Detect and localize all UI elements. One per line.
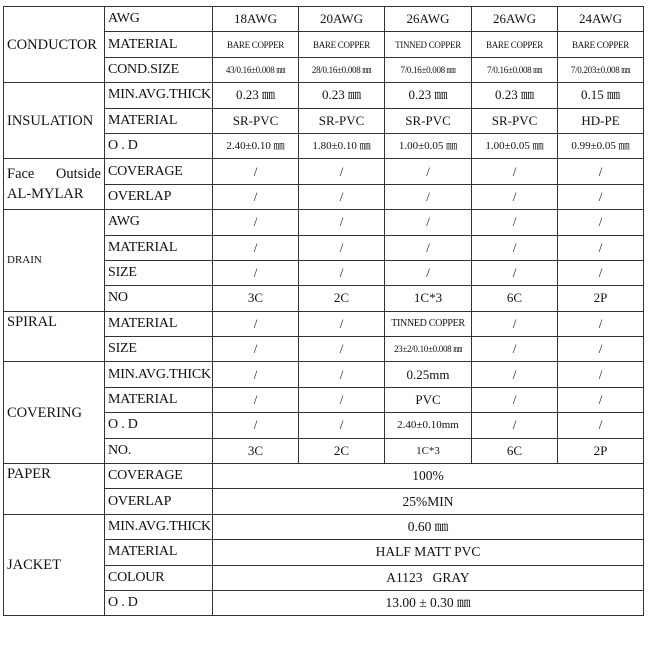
jacket-label: JACKET — [4, 514, 105, 616]
value-cell: BARE COPPER — [472, 32, 558, 57]
param-label: COND.SIZE — [105, 57, 213, 82]
value-cell: / — [299, 210, 385, 235]
value-cell: 2.40±0.10 ㎜ — [213, 133, 299, 158]
param-label: MATERIAL — [105, 235, 213, 260]
insulation-label: INSULATION — [4, 83, 105, 159]
value-cell: BARE COPPER — [299, 32, 385, 57]
spiral-label: SPIRAL — [4, 311, 105, 362]
value-cell: 0.23 ㎜ — [299, 83, 385, 108]
param-label: SIZE — [105, 337, 213, 362]
value-cell: / — [299, 362, 385, 387]
value-cell: / — [385, 235, 472, 260]
value-cell: 0.15 ㎜ — [558, 83, 644, 108]
value-cell: / — [299, 413, 385, 438]
drain-label: DRAIN — [4, 210, 105, 312]
drain-awg-row — [4, 210, 644, 235]
value-cell: 1.00±0.05 ㎜ — [385, 133, 472, 158]
value-cell: 1.00±0.05 ㎜ — [472, 133, 558, 158]
value-cell: / — [299, 337, 385, 362]
value-cell: HD-PE — [558, 108, 644, 133]
mylar-label — [4, 159, 105, 210]
value-cell: / — [558, 362, 644, 387]
param-label: OVERLAP — [105, 184, 213, 209]
value-cell: TINNED COPPER — [385, 32, 472, 57]
value-cell: 3C — [213, 286, 299, 311]
value-cell: 20AWG — [299, 7, 385, 32]
value-cell: / — [558, 210, 644, 235]
value-cell: 26AWG — [385, 7, 472, 32]
value-cell: / — [558, 311, 644, 336]
value-cell: / — [558, 337, 644, 362]
spiral-material-row — [4, 311, 644, 336]
value-cell: 18AWG — [213, 7, 299, 32]
covering-thick-row — [4, 362, 644, 387]
value-cell: / — [299, 235, 385, 260]
value-cell: SR-PVC — [213, 108, 299, 133]
value-cell: 2.40±0.10mm — [385, 413, 472, 438]
param-label: COVERAGE — [105, 159, 213, 184]
conductor-awg-row — [4, 7, 644, 32]
value-cell: 0.60 ㎜ — [213, 514, 644, 539]
value-cell: 0.25mm — [385, 362, 472, 387]
paper-label: PAPER — [4, 464, 105, 515]
value-cell: 2C — [299, 438, 385, 463]
param-label: COLOUR — [105, 565, 213, 590]
value-cell: / — [299, 184, 385, 209]
value-cell: 0.23 ㎜ — [472, 83, 558, 108]
value-cell: TINNED COPPER — [385, 311, 472, 336]
value-cell: 1C*3 — [385, 438, 472, 463]
value-cell: / — [213, 311, 299, 336]
value-cell: 1C*3 — [385, 286, 472, 311]
value-cell: A1123 GRAY — [213, 565, 644, 590]
value-cell: / — [213, 235, 299, 260]
value-cell: / — [385, 159, 472, 184]
mylar-label-face: Face — [7, 166, 35, 183]
value-cell: 24AWG — [558, 7, 644, 32]
value-cell: 26AWG — [472, 7, 558, 32]
value-cell: / — [558, 413, 644, 438]
param-label: MIN.AVG.THICK — [105, 362, 213, 387]
value-cell: 28/0.16±0.008 ㎜ — [299, 57, 385, 82]
value-cell: / — [213, 413, 299, 438]
covering-label: COVERING — [4, 362, 105, 464]
value-cell: PVC — [385, 387, 472, 412]
value-cell: 1.80±0.10 ㎜ — [299, 133, 385, 158]
value-cell: 23±2/0.10±0.008 ㎜ — [385, 337, 472, 362]
param-label: MATERIAL — [105, 311, 213, 336]
mylar-label-top — [7, 164, 101, 184]
param-label: MATERIAL — [105, 387, 213, 412]
param-label: O . D — [105, 413, 213, 438]
value-cell: 0.99±0.05 ㎜ — [558, 133, 644, 158]
param-label: SIZE — [105, 260, 213, 285]
param-label: COVERAGE — [105, 464, 213, 489]
value-cell: / — [472, 362, 558, 387]
mylar-label-outside: Outside — [55, 166, 101, 183]
param-label: MATERIAL — [105, 108, 213, 133]
value-cell: / — [385, 210, 472, 235]
value-cell: HALF MATT PVC — [213, 540, 644, 565]
value-cell: 3C — [213, 438, 299, 463]
value-cell: 13.00 ± 0.30 ㎜ — [213, 590, 644, 615]
value-cell: / — [213, 337, 299, 362]
value-cell: / — [472, 235, 558, 260]
value-cell: BARE COPPER — [213, 32, 299, 57]
value-cell: 7/0.16±0.008 ㎜ — [472, 57, 558, 82]
value-cell: 7/0.203±0.008 ㎜ — [558, 57, 644, 82]
value-cell: SR-PVC — [299, 108, 385, 133]
paper-coverage-row — [4, 464, 644, 489]
spec-table — [3, 6, 644, 616]
value-cell: / — [472, 413, 558, 438]
value-cell: SR-PVC — [472, 108, 558, 133]
param-label: AWG — [105, 210, 213, 235]
param-label: NO. — [105, 438, 213, 463]
value-cell: 2P — [558, 438, 644, 463]
value-cell: / — [558, 235, 644, 260]
value-cell: / — [472, 311, 558, 336]
value-cell: 6C — [472, 286, 558, 311]
value-cell: 0.23 ㎜ — [213, 83, 299, 108]
value-cell: / — [213, 362, 299, 387]
value-cell: / — [299, 311, 385, 336]
value-cell: 2P — [558, 286, 644, 311]
insulation-thick-row — [4, 83, 644, 108]
value-cell: / — [472, 387, 558, 412]
value-cell: / — [558, 184, 644, 209]
cable-spec-sheet — [3, 6, 644, 616]
param-label: OVERLAP — [105, 489, 213, 514]
value-cell: / — [472, 260, 558, 285]
value-cell: / — [213, 184, 299, 209]
value-cell: / — [472, 210, 558, 235]
value-cell: / — [558, 387, 644, 412]
param-label: MIN.AVG.THICK — [105, 83, 213, 108]
value-cell: / — [472, 159, 558, 184]
value-cell: / — [472, 184, 558, 209]
value-cell: SR-PVC — [385, 108, 472, 133]
value-cell: / — [385, 260, 472, 285]
value-cell: / — [299, 387, 385, 412]
value-cell: / — [558, 159, 644, 184]
value-cell: / — [472, 337, 558, 362]
value-cell: / — [385, 184, 472, 209]
value-cell: 2C — [299, 286, 385, 311]
value-cell: 6C — [472, 438, 558, 463]
jacket-thick-row — [4, 514, 644, 539]
param-label: MIN.AVG.THICK — [105, 514, 213, 539]
value-cell: 25%MIN — [213, 489, 644, 514]
conductor-label: CONDUCTOR — [4, 7, 105, 83]
mylar-label-bottom: AL-MYLAR — [7, 186, 84, 203]
value-cell: 7/0.16±0.008 ㎜ — [385, 57, 472, 82]
value-cell: / — [213, 159, 299, 184]
value-cell: / — [299, 159, 385, 184]
param-label: O . D — [105, 590, 213, 615]
value-cell: / — [213, 210, 299, 235]
value-cell: 0.23 ㎜ — [385, 83, 472, 108]
param-label: NO — [105, 286, 213, 311]
param-label: MATERIAL — [105, 540, 213, 565]
value-cell: BARE COPPER — [558, 32, 644, 57]
value-cell: / — [213, 260, 299, 285]
value-cell: / — [213, 387, 299, 412]
param-label: MATERIAL — [105, 32, 213, 57]
value-cell: / — [299, 260, 385, 285]
param-label: AWG — [105, 7, 213, 32]
mylar-coverage-row — [4, 159, 644, 184]
param-label: O . D — [105, 133, 213, 158]
value-cell: 43/0.16±0.008 ㎜ — [213, 57, 299, 82]
value-cell: 100% — [213, 464, 644, 489]
value-cell: / — [558, 260, 644, 285]
